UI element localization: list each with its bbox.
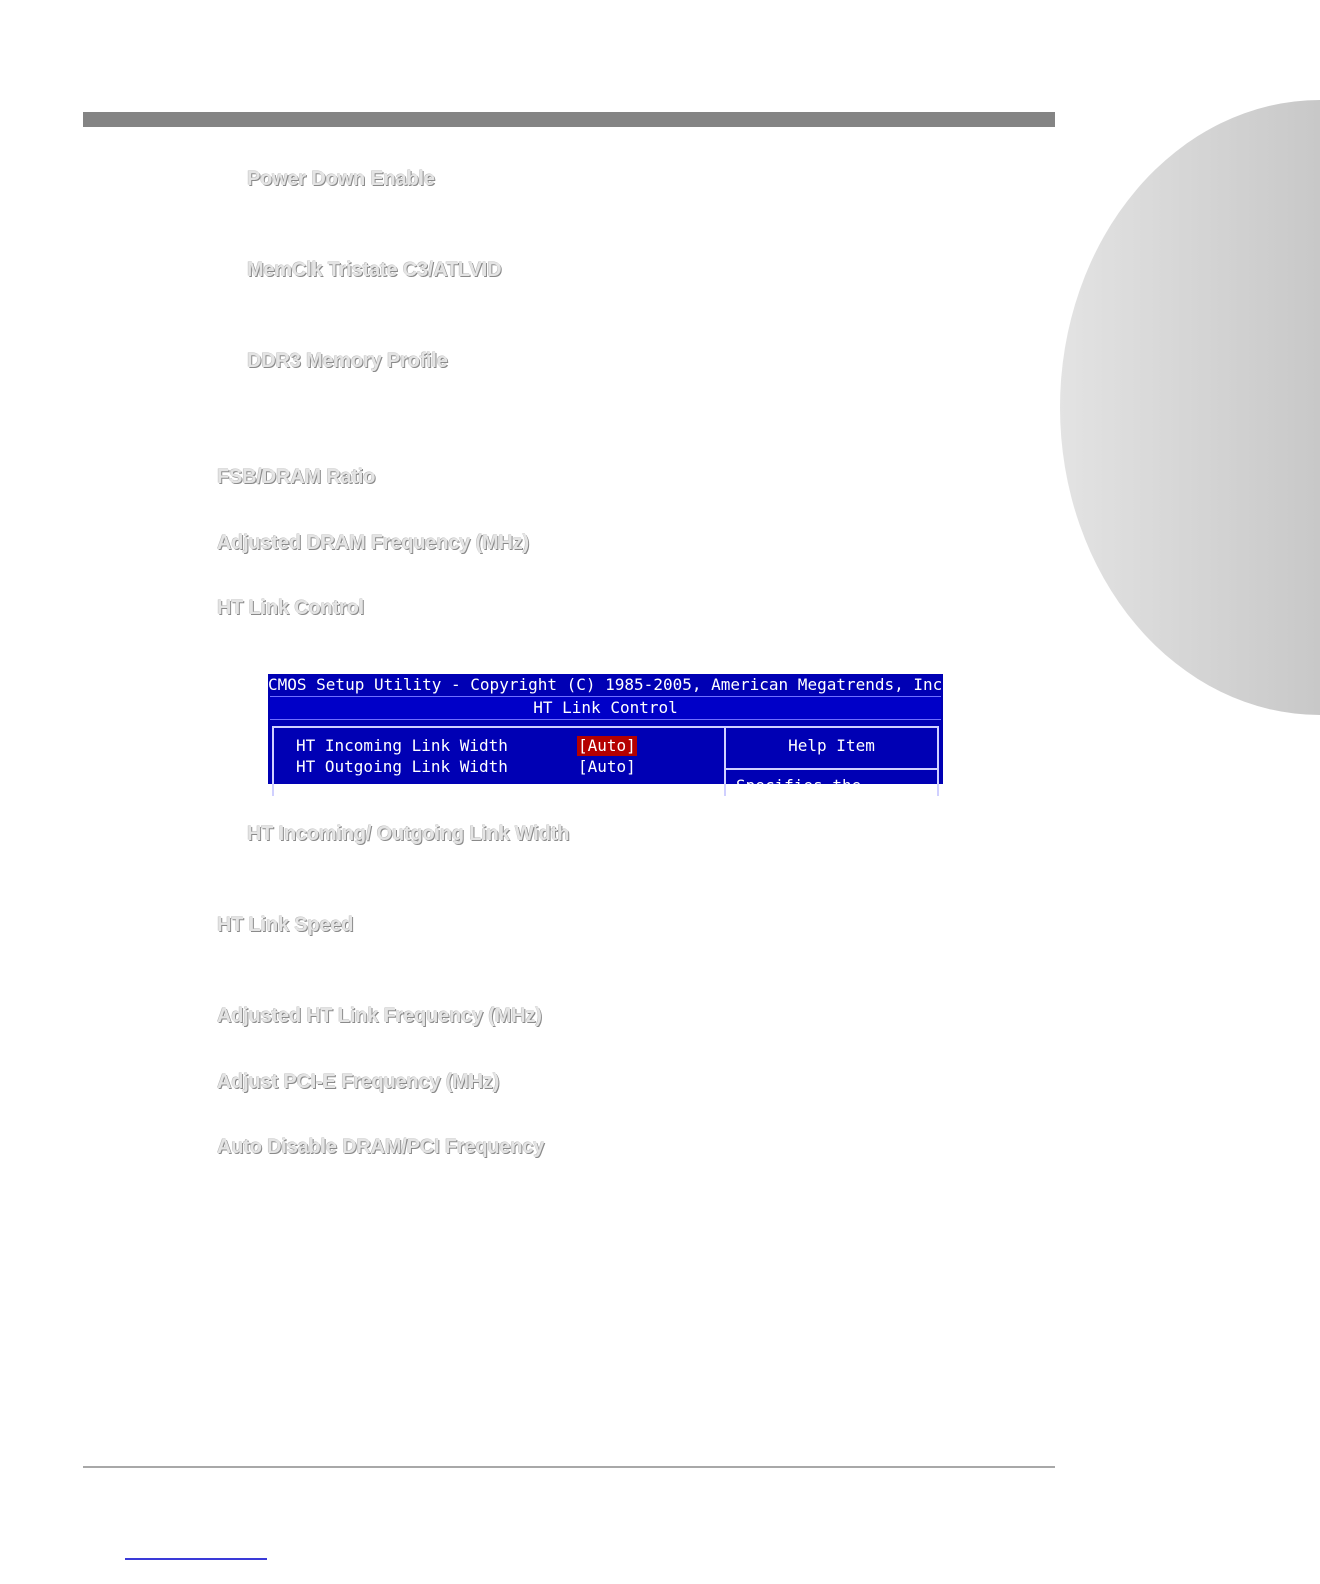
bios-item-value[interactable]: [Auto] [578, 757, 636, 776]
bios-help-divider [726, 768, 937, 770]
bios-title: CMOS Setup Utility - Copyright (C) 1985-2005, American Megatrends, Inc. [268, 675, 952, 694]
heading-fsb-dram-ratio: FSB/DRAM Ratio [217, 466, 376, 488]
heading-adjusted-dram-frequency: Adjusted DRAM Frequency (MHz) [217, 532, 529, 554]
heading-memclk-tristate: MemClk Tristate C3/ATLVID [247, 259, 502, 281]
bios-help-panel [726, 726, 939, 796]
bios-help-text: Specifies the [736, 776, 862, 795]
heading-ht-link-width: HT Incoming/ Outgoing Link Width [247, 823, 570, 845]
footer-link-underline[interactable] [125, 1558, 267, 1560]
bios-item-label: HT Incoming Link Width [296, 736, 508, 755]
bios-screenshot [268, 674, 952, 795]
chapter-header-bar [83, 112, 1055, 127]
heading-ht-link-control: HT Link Control [217, 597, 364, 619]
heading-auto-disable-dram-pci: Auto Disable DRAM/PCI Frequency [217, 1136, 545, 1158]
heading-adjusted-ht-link-frequency: Adjusted HT Link Frequency (MHz) [217, 1005, 542, 1027]
bios-help-title: Help Item [788, 736, 875, 755]
bios-item-value[interactable]: [Auto] [578, 736, 636, 755]
bios-item-label: HT Outgoing Link Width [296, 757, 508, 776]
bios-settings-panel [272, 726, 726, 796]
bios-subtitle: HT Link Control [270, 696, 941, 720]
heading-power-down-enable: Power Down Enable [247, 168, 435, 190]
footer-divider [83, 1466, 1055, 1468]
chapter-side-tab [1060, 100, 1320, 715]
heading-ht-link-speed: HT Link Speed [217, 914, 354, 936]
heading-adjust-pcie-frequency: Adjust PCI-E Frequency (MHz) [217, 1071, 500, 1093]
heading-ddr3-memory-profile: DDR3 Memory Profile [247, 350, 448, 372]
